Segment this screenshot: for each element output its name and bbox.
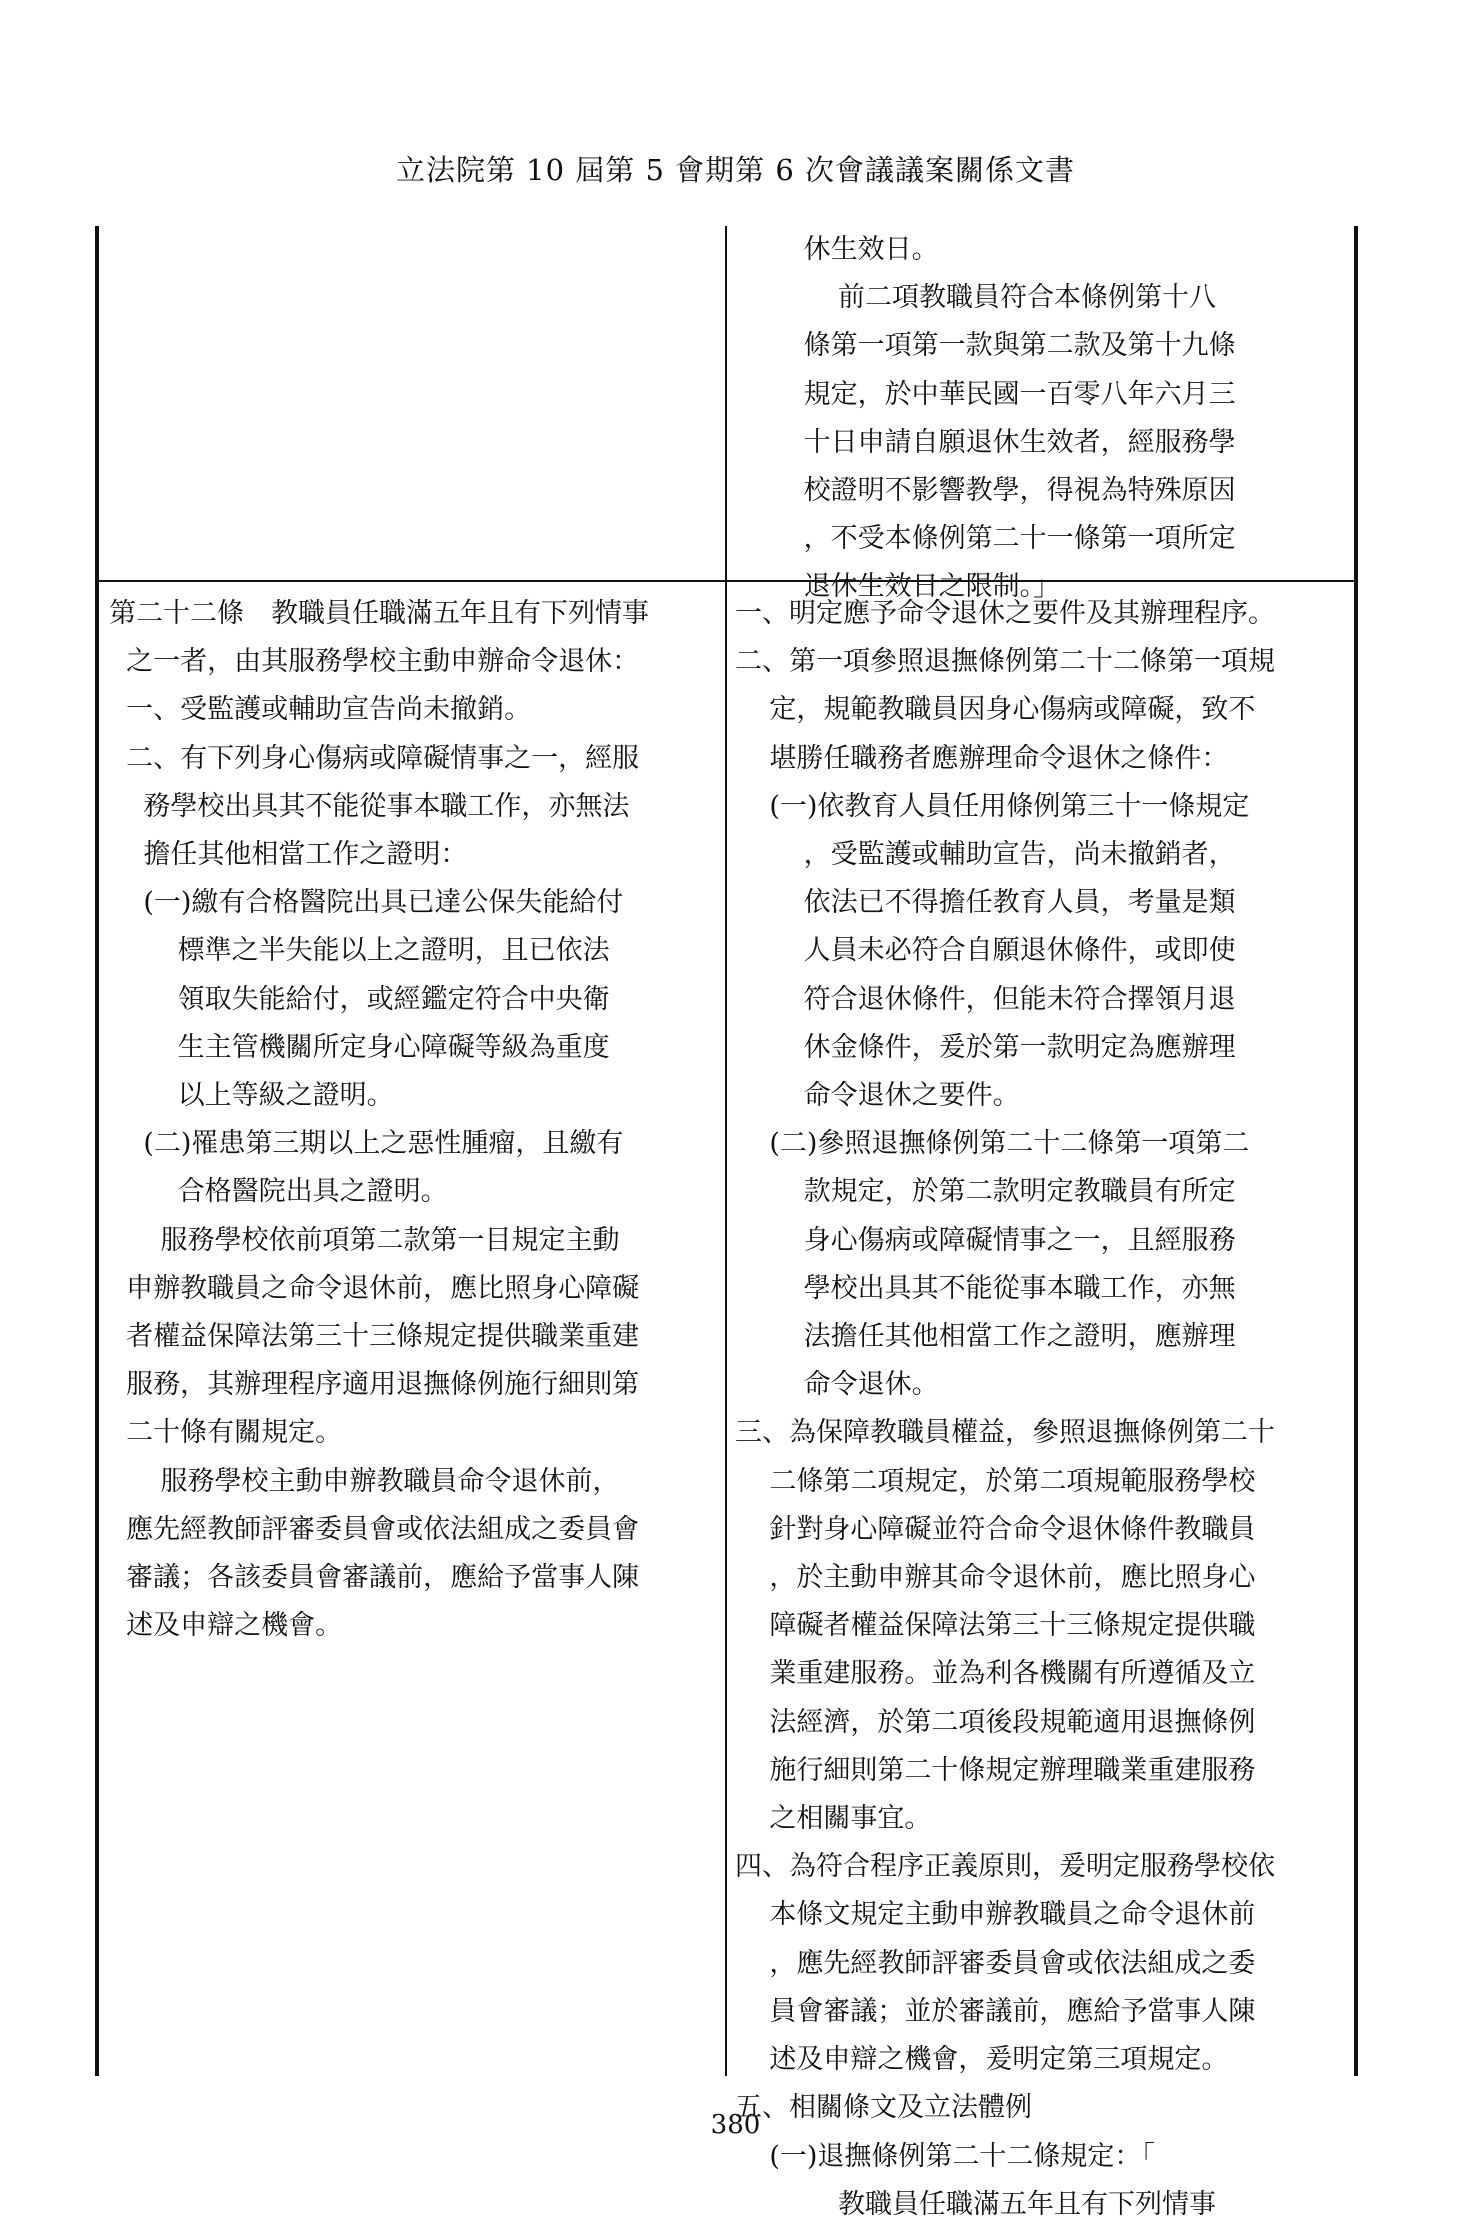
text-line: 審議；各該委員會審議前，應給予當事人陳 xyxy=(109,1562,640,1594)
row2-explanation-cell xyxy=(735,590,1350,2229)
text-line: 本條文規定主動申辦教職員之命令退休前 xyxy=(735,1899,1256,1931)
text-line: 二、有下列身心傷病或障礙情事之一，經服 xyxy=(109,742,640,774)
text-line: 之相關事宜。 xyxy=(735,1803,932,1835)
text-line: 述及申辯之機會。 xyxy=(109,1610,343,1642)
text-line: 法擔任其他相當工作之證明，應辦理 xyxy=(735,1321,1236,1353)
text-line: (二)參照退撫條例第二十二條第一項第二 xyxy=(735,1128,1250,1160)
text-line: 服務學校依前項第二款第一目規定主動 xyxy=(109,1224,620,1256)
text-line: 務學校出具其不能從事本職工作，亦無法 xyxy=(109,790,630,822)
text-line: 施行細則第二十條規定辦理職業重建服務 xyxy=(735,1754,1256,1786)
table-left-border xyxy=(95,226,99,2076)
text-line: 者權益保障法第三十三條規定提供職業重建 xyxy=(109,1321,640,1353)
text-line: ，應先經教師評審委員會或依法組成之委 xyxy=(735,1947,1256,1979)
text-line: (一)退撫條例第二十二條規定：「 xyxy=(735,2140,1155,2172)
text-line: 符合退休條件，但能未符合擇領月退 xyxy=(735,983,1236,1015)
text-line: 法經濟，於第二項後段規範適用退撫條例 xyxy=(735,1706,1256,1738)
text-line: (一)繳有合格醫院出具已達公保失能給付 xyxy=(109,887,624,919)
text-line: ，受監護或輔助宣告，尚未撤銷者， xyxy=(735,839,1236,871)
text-line: 應先經教師評審委員會或依法組成之委員會 xyxy=(109,1513,640,1545)
text-line: ，不受本條例第二十一條第一項所定 xyxy=(735,523,1236,555)
text-line: 擔任其他相當工作之證明： xyxy=(109,839,468,871)
text-line: 二條第二項規定，於第二項規範服務學校 xyxy=(735,1465,1256,1497)
text-line: 一、明定應予命令退休之要件及其辦理程序。 xyxy=(735,598,1275,629)
text-line: 休生效日。 xyxy=(735,234,939,265)
text-line: 人員未必符合自願退休條件，或即使 xyxy=(735,935,1236,967)
text-line: 學校出具其不能從事本職工作，亦無 xyxy=(735,1272,1236,1304)
text-line: 堪勝任職務者應辦理命令退休之條件： xyxy=(735,742,1229,774)
text-line: 針對身心障礙並符合命令退休條件教職員 xyxy=(735,1513,1256,1545)
text-line: 第二十二條 教職員任職滿五年且有下列情事 xyxy=(109,598,649,629)
text-line: (二)罹患第三期以上之惡性腫瘤，且繳有 xyxy=(109,1128,624,1160)
text-line: 校證明不影響教學，得視為特殊原因 xyxy=(735,475,1236,507)
text-line: 員會審議；並於審議前，應給予當事人陳 xyxy=(735,1995,1256,2027)
text-line: 障礙者權益保障法第三十三條規定提供職 xyxy=(735,1610,1256,1642)
text-line: 業重建服務。並為利各機關有所遵循及立 xyxy=(735,1658,1256,1690)
text-line: 述及申辯之機會，爰明定第三項規定。 xyxy=(735,2044,1229,2076)
text-line: 申辦教職員之命令退休前，應比照身心障礙 xyxy=(109,1272,640,1304)
page-header: 立法院第 10 屆第 5 會期第 6 次會議議案關係文書 xyxy=(395,153,1076,187)
text-line: 三、為保障教職員權益，參照退撫條例第二十 xyxy=(735,1417,1275,1449)
text-line: 領取失能給付，或經鑑定符合中央衛 xyxy=(109,983,610,1015)
text-line: 身心傷病或障礙情事之一，且經服務 xyxy=(735,1224,1236,1256)
text-line: (一)依教育人員任用條例第三十一條規定 xyxy=(735,790,1250,822)
row1-explanation-cell xyxy=(735,226,1350,612)
text-line: 服務，其辦理程序適用退撫條例施行細則第 xyxy=(109,1369,640,1401)
text-line: 命令退休之要件。 xyxy=(735,1080,1020,1112)
text-line: 四、為符合程序正義原則，爰明定服務學校依 xyxy=(735,1851,1275,1883)
text-line: 命令退休。 xyxy=(735,1369,939,1401)
text-line: 依法已不得擔任教育人員，考量是類 xyxy=(735,887,1236,919)
text-line: 教職員任職滿五年且有下列情事 xyxy=(735,2188,1216,2220)
text-line: 以上等級之證明。 xyxy=(109,1080,394,1112)
text-line: 合格醫院出具之證明。 xyxy=(109,1176,448,1208)
text-line: 十日申請自願退休生效者，經服務學 xyxy=(735,426,1236,458)
text-line: 五、相關條文及立法體例 xyxy=(735,2092,1032,2124)
text-line: 標準之半失能以上之證明，且已依法 xyxy=(109,935,610,967)
text-line: 款規定，於第二款明定教職員有所定 xyxy=(735,1176,1236,1208)
table-right-border xyxy=(1354,226,1358,2076)
text-line: 服務學校主動申辦教職員命令退休前， xyxy=(109,1465,620,1497)
page-number: 380 xyxy=(710,2110,761,2140)
row2-article-cell xyxy=(109,590,714,1650)
text-line: 生主管機關所定身心障礙等級為重度 xyxy=(109,1031,610,1063)
table-column-divider xyxy=(725,226,727,2076)
text-line: 條第一項第一款與第二款及第十九條 xyxy=(735,330,1236,362)
text-line: 退休生效日之限制。」 xyxy=(735,571,1061,603)
text-line: 二、第一項參照退撫條例第二十二條第一項規 xyxy=(735,646,1275,678)
text-line: ，於主動申辦其命令退休前，應比照身心 xyxy=(735,1562,1256,1594)
text-line: 一、受監護或輔助宣告尚未撤銷。 xyxy=(109,694,532,726)
text-line: 規定，於中華民國一百零八年六月三 xyxy=(735,378,1236,410)
text-line: 休金條件，爰於第一款明定為應辦理 xyxy=(735,1031,1236,1063)
text-line: 前二項教職員符合本條例第十八 xyxy=(735,282,1216,314)
text-line: 之一者，由其服務學校主動申辦命令退休： xyxy=(109,646,640,678)
text-line: 定，規範教職員因身心傷病或障礙，致不 xyxy=(735,694,1256,726)
text-line: 二十條有關規定。 xyxy=(109,1417,343,1449)
